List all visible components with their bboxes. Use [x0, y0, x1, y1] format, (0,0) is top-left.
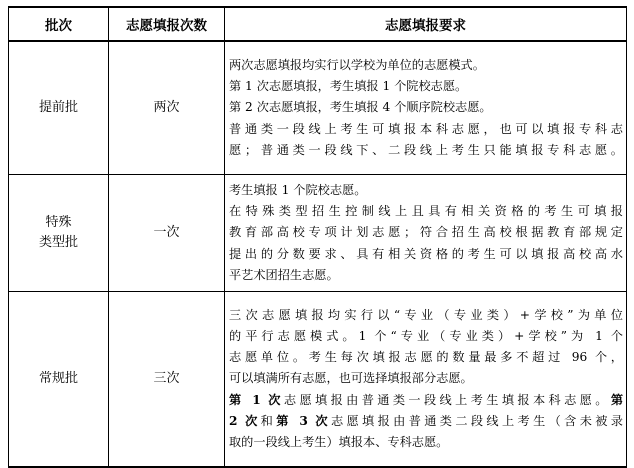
requirement-line: 可以填满所有志愿，也可选择填报部分志愿。	[229, 371, 473, 386]
header-requirements: 志愿填报要求	[225, 7, 627, 41]
header-times: 志愿填报次数	[109, 7, 225, 41]
batch-cell	[9, 292, 109, 468]
table-header-row	[9, 7, 627, 41]
batch-name-line-1: 特殊	[45, 215, 72, 230]
requirement-line-bold-3	[229, 432, 623, 453]
requirement-line: 的平行志愿模式。1 个“专业（专业类）+学校”为 1 个	[229, 329, 623, 344]
requirement-line: 志愿单位。考生每次填报志愿的数量最多不超过 96 个，	[229, 350, 623, 365]
batch-name: 提前批	[38, 100, 78, 115]
plain-text: 取的一段线上考生）填报本、专科志愿。	[229, 434, 449, 449]
requirement-line: 考生填报 1 个院校志愿。	[229, 183, 367, 198]
plain-text: 志愿填报由普通类二段线上考生（含未被录	[330, 413, 623, 428]
times-cell: 一次	[109, 175, 225, 292]
requirement-line: 提出的分数要求、具有相关资格的考生可以填报高校高水	[229, 246, 623, 261]
times-cell: 三次	[109, 292, 225, 468]
requirements-cell	[225, 41, 627, 175]
requirement-line: 第 2 次志愿填报，考生填报 4 个顺序院校志愿。	[229, 100, 492, 115]
requirement-line: 平艺术团招生志愿。	[229, 267, 339, 282]
batch-name: 常规批	[38, 371, 78, 386]
requirements-cell	[225, 175, 627, 292]
bold-text: 2 次	[229, 413, 261, 428]
bold-text: 第 3 次	[276, 413, 331, 428]
batch-cell	[9, 175, 109, 292]
batch-cell	[9, 41, 109, 175]
volunteer-table	[8, 6, 627, 468]
times-cell: 两次	[109, 41, 225, 175]
table-row	[9, 175, 627, 292]
requirement-line: 在特殊类型招生控制线上且具有相关资格的考生可填报	[229, 204, 623, 219]
requirement-line-bold-2	[229, 411, 623, 432]
requirements-cell	[225, 292, 627, 468]
requirement-line: 第 1 次志愿填报，考生填报 1 个院校志愿。	[229, 79, 468, 94]
requirement-line: 愿；普通类一段线下、二段线上考生只能填报专科志愿。	[229, 142, 623, 157]
requirement-line: 教育部高校专项计划志愿；符合招生高校根据教育部规定	[229, 225, 623, 240]
bold-text: 第	[610, 392, 623, 407]
table-row	[9, 292, 627, 468]
plain-text: 和	[260, 413, 277, 428]
header-batch: 批次	[9, 7, 109, 41]
requirement-line: 三次志愿填报均实行以“专业（专业类）+学校”为单位	[229, 307, 623, 322]
requirement-line-bold-1	[229, 390, 623, 411]
plain-text: 志愿填报由普通类一段线上考生填报本科志愿。	[283, 392, 611, 407]
requirement-line: 普通类一段线上考生可填报本科志愿，也可以填报专科志	[229, 121, 623, 136]
batch-name-line-2: 类型批	[38, 235, 78, 250]
bold-text: 第 1 次	[229, 392, 284, 407]
requirement-line: 两次志愿填报均实行以学校为单位的志愿模式。	[229, 58, 485, 73]
table-row	[9, 41, 627, 175]
